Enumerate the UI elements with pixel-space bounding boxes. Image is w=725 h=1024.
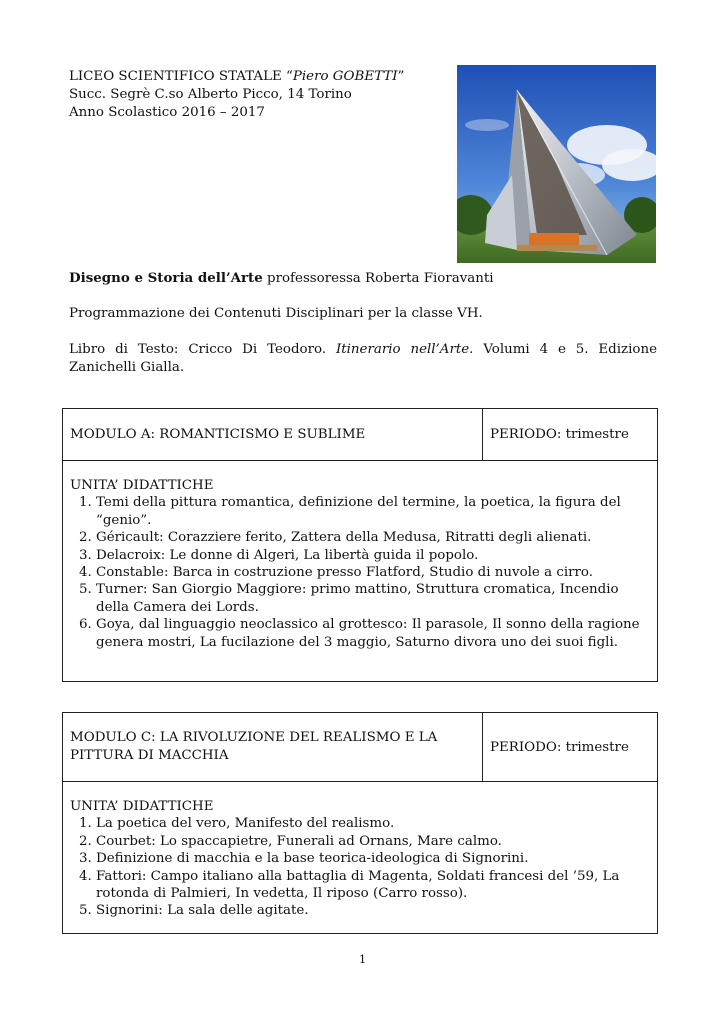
unit-item: 4. Fattori: Campo italiano alla battaglia di Magenta, Soldati francesi del ’59, La rotonda di Palmieri, In vedetta, Il riposo (Carro rosso).	[96, 868, 650, 903]
subject-name: Disegno e Storia dell’Arte	[69, 270, 263, 286]
module-table-c	[62, 712, 658, 934]
textbook-title: Itinerario nell’Arte.	[335, 342, 474, 357]
units-list	[70, 494, 650, 651]
textbook-suffix: Volumi 4 e 5. Edizione Zanichelli Gialla.	[69, 342, 657, 375]
module-title: MODULO C: LA RIVOLUZIONE DEL REALISMO E LA PITTURA DI MACCHIA	[63, 713, 483, 781]
unit-item: 3. Definizione di macchia e la base teorica-ideologica di Signorini.	[96, 850, 650, 867]
unit-item: 4. Constable: Barca in costruzione presso Flatford, Studio di nuvole a cirro.	[96, 564, 650, 581]
unit-item: 6. Goya, dal linguaggio neoclassico al grottesco: Il parasole, Il sonno della ragione genera mostri, La fucilazione del 3 maggio, Saturno divora uno dei suoi figli.	[96, 616, 650, 651]
teacher-name: professoressa Roberta Fioravanti	[262, 271, 494, 286]
program-line: Programmazione dei Contenuti Disciplinari per la classe VH.	[69, 306, 483, 321]
module-period: PERIODO: trimestre	[490, 427, 629, 442]
textbook-paragraph	[69, 341, 657, 377]
page-number: 1	[358, 952, 367, 966]
unit-item: 1. La poetica del vero, Manifesto del realismo.	[96, 815, 650, 832]
school-year: Anno Scolastico 2016 – 2017	[69, 105, 265, 120]
unit-item: 5. Signorini: La sala delle agitate.	[96, 902, 650, 919]
unit-item: 2. Géricault: Corazziere ferito, Zattera della Medusa, Ritratti degli alienati.	[96, 529, 650, 546]
course-title-line	[69, 270, 494, 286]
units-heading: UNITA’ DIDATTICHE	[70, 478, 214, 493]
school-suffix: ”	[397, 69, 405, 84]
module-units	[63, 461, 657, 651]
unit-item: 5. Turner: San Giorgio Maggiore: primo mattino, Struttura cromatica, Incendio della Camera dei Lords.	[96, 581, 650, 616]
module-table-a	[62, 408, 658, 682]
school-name: Piero GOBETTI	[292, 69, 398, 84]
module-units	[63, 782, 657, 920]
unit-item: 2. Courbet: Lo spaccapietre, Funerali ad Ornans, Mare calmo.	[96, 833, 650, 850]
school-prefix: LICEO SCIENTIFICO STATALE “	[69, 69, 293, 84]
school-line	[69, 68, 404, 86]
units-heading: UNITA’ DIDATTICHE	[70, 799, 214, 814]
units-list	[70, 815, 650, 919]
module-header-row	[63, 713, 657, 782]
pavilion-photo	[457, 65, 656, 263]
module-header-row	[63, 409, 657, 461]
school-header	[69, 68, 404, 122]
school-address: Succ. Segrè C.so Alberto Picco, 14 Torino	[69, 87, 352, 102]
module-title: MODULO A: ROMANTICISMO E SUBLIME	[63, 409, 483, 460]
textbook-prefix: Libro di Testo: Cricco Di Teodoro.	[69, 342, 336, 357]
unit-item: 3. Delacroix: Le donne di Algeri, La libertà guida il popolo.	[96, 547, 650, 564]
unit-item: 1. Temi della pittura romantica, definizione del termine, la poetica, la figura del “genio”.	[96, 494, 650, 529]
module-period: PERIODO: trimestre	[490, 739, 629, 755]
